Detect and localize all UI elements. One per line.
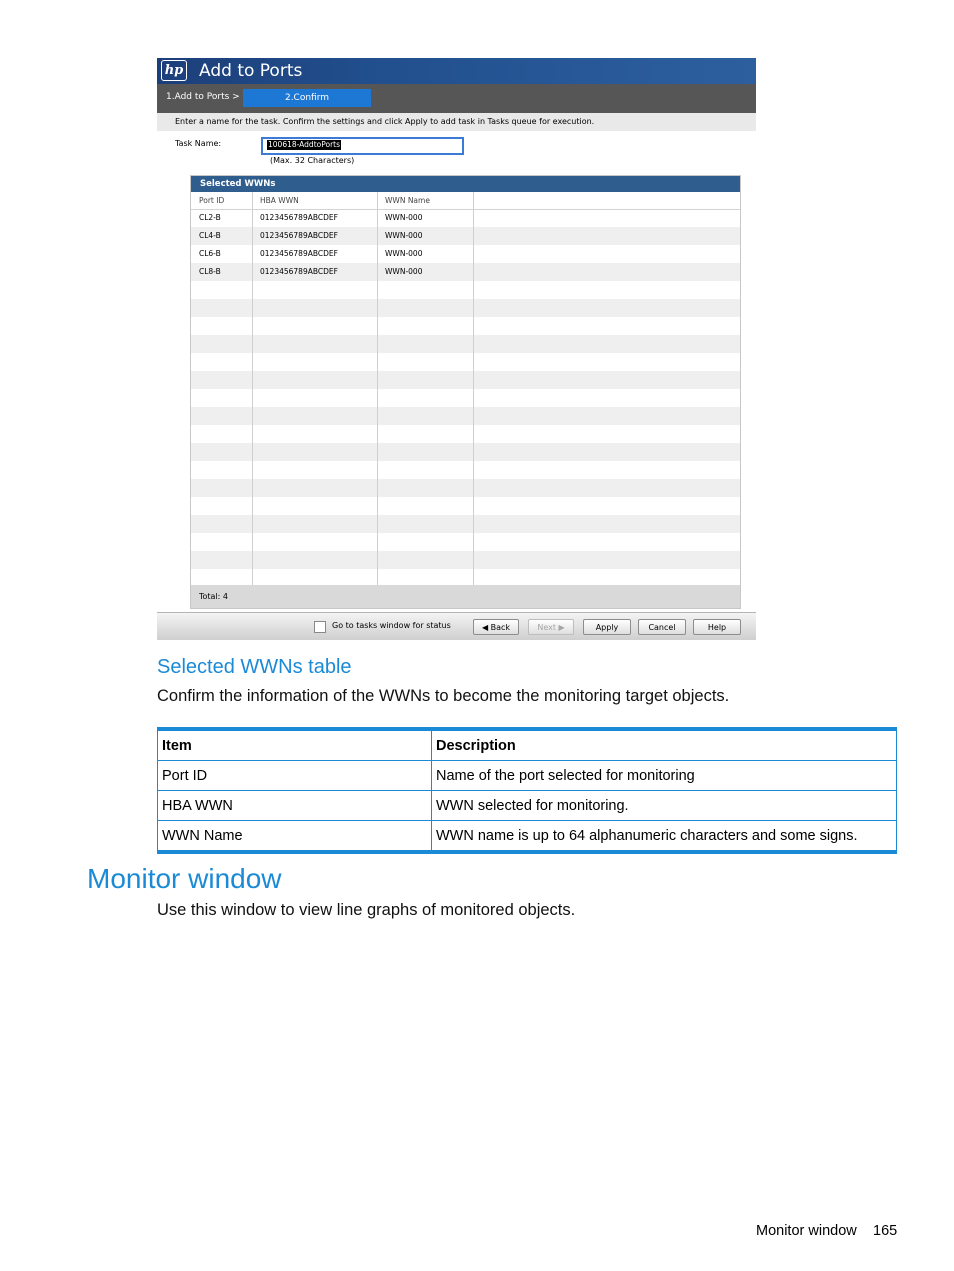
- port-id-cell: CL8-B: [199, 267, 221, 276]
- table-cell-item: HBA WWN: [158, 791, 432, 821]
- empty-row: [191, 533, 740, 551]
- empty-row: [191, 407, 740, 425]
- footer-section-name: Monitor window: [756, 1223, 857, 1239]
- column-header-port-id[interactable]: Port ID: [199, 196, 225, 205]
- column-divider: [377, 192, 378, 585]
- section-intro: Confirm the information of the WWNs to become the monitoring target objects.: [157, 687, 730, 705]
- empty-row: [191, 317, 740, 335]
- table-cell-description: WWN selected for monitoring.: [432, 791, 897, 821]
- column-header-wwn-name[interactable]: WWN Name: [385, 196, 430, 205]
- table-cell-item: Port ID: [158, 761, 432, 791]
- port-id-cell: CL4-B: [199, 231, 221, 240]
- dialog-button-bar: [157, 612, 756, 640]
- empty-row: [191, 551, 740, 569]
- selected-wwns-panel: [190, 175, 741, 609]
- page-number: 165: [873, 1223, 898, 1239]
- wwn-name-cell: WWN-000: [385, 267, 423, 276]
- section-heading: Selected WWNs table: [157, 656, 352, 678]
- back-button[interactable]: ◀ Back: [473, 619, 519, 635]
- selected-wwns-grid: [191, 192, 740, 585]
- dialog-title: Add to Ports: [199, 61, 303, 81]
- go-to-tasks-checkbox[interactable]: [314, 621, 326, 633]
- table-row: [158, 821, 897, 853]
- step-confirm: 2.Confirm: [243, 89, 371, 107]
- empty-row: [191, 389, 740, 407]
- empty-row: [191, 479, 740, 497]
- column-header-hba-wwn[interactable]: HBA WWN: [260, 196, 299, 205]
- empty-row: [191, 371, 740, 389]
- hba-wwn-cell: 0123456789ABCDEF: [260, 231, 338, 240]
- next-button[interactable]: Next ▶: [528, 619, 574, 635]
- column-divider: [473, 192, 474, 585]
- monitor-window-heading: Monitor window: [87, 863, 282, 894]
- empty-row: [191, 515, 740, 533]
- help-button[interactable]: Help: [693, 619, 741, 635]
- empty-row: [191, 569, 740, 585]
- empty-row: [191, 353, 740, 371]
- table-row[interactable]: [191, 245, 740, 263]
- table-row[interactable]: [191, 209, 740, 227]
- empty-row: [191, 335, 740, 353]
- task-name-value[interactable]: 100618-AddtoPorts: [268, 140, 340, 149]
- monitor-window-text: Use this window to view line graphs of monitored objects.: [157, 901, 576, 919]
- add-to-ports-dialog: [157, 58, 756, 639]
- table-header-item: Item: [158, 729, 432, 761]
- wwn-name-cell: WWN-000: [385, 249, 423, 258]
- go-to-tasks-label[interactable]: Go to tasks window for status: [332, 621, 451, 630]
- task-name-label: Task Name:: [175, 139, 222, 148]
- cancel-button[interactable]: Cancel: [638, 619, 686, 635]
- hba-wwn-cell: 0123456789ABCDEF: [260, 213, 338, 222]
- table-cell-description: WWN name is up to 64 alphanumeric characters and some signs.: [432, 821, 897, 853]
- hba-wwn-cell: 0123456789ABCDEF: [260, 267, 338, 276]
- dialog-titlebar: [157, 58, 756, 84]
- table-cell-item: WWN Name: [158, 821, 432, 853]
- column-divider: [252, 192, 253, 585]
- grid-header-row: [191, 192, 740, 210]
- table-row: [158, 791, 897, 821]
- table-cell-description: Name of the port selected for monitoring: [432, 761, 897, 791]
- table-header-row: [158, 729, 897, 761]
- table-row[interactable]: [191, 227, 740, 245]
- empty-row: [191, 497, 740, 515]
- wwn-name-cell: WWN-000: [385, 231, 423, 240]
- table-row[interactable]: [191, 263, 740, 281]
- empty-row: [191, 461, 740, 479]
- hba-wwn-cell: 0123456789ABCDEF: [260, 249, 338, 258]
- empty-row: [191, 299, 740, 317]
- hp-logo: hp: [161, 60, 187, 81]
- instruction-text: Enter a name for the task. Confirm the settings and click Apply to add task in Tasks queue for execution.: [157, 113, 756, 131]
- table-header-description: Description: [432, 729, 897, 761]
- empty-row: [191, 281, 740, 299]
- selected-wwns-title: Selected WWNs: [191, 176, 740, 192]
- total-count: Total: 4: [191, 585, 740, 608]
- task-name-hint: (Max. 32 Characters): [270, 156, 355, 165]
- wwn-name-cell: WWN-000: [385, 213, 423, 222]
- empty-row: [191, 443, 740, 461]
- wizard-steps: [157, 84, 756, 113]
- step-add-to-ports[interactable]: 1.Add to Ports >: [166, 92, 240, 102]
- item-description-table: [157, 727, 897, 854]
- table-row: [158, 761, 897, 791]
- empty-row: [191, 425, 740, 443]
- port-id-cell: CL6-B: [199, 249, 221, 258]
- apply-button[interactable]: Apply: [583, 619, 631, 635]
- port-id-cell: CL2-B: [199, 213, 221, 222]
